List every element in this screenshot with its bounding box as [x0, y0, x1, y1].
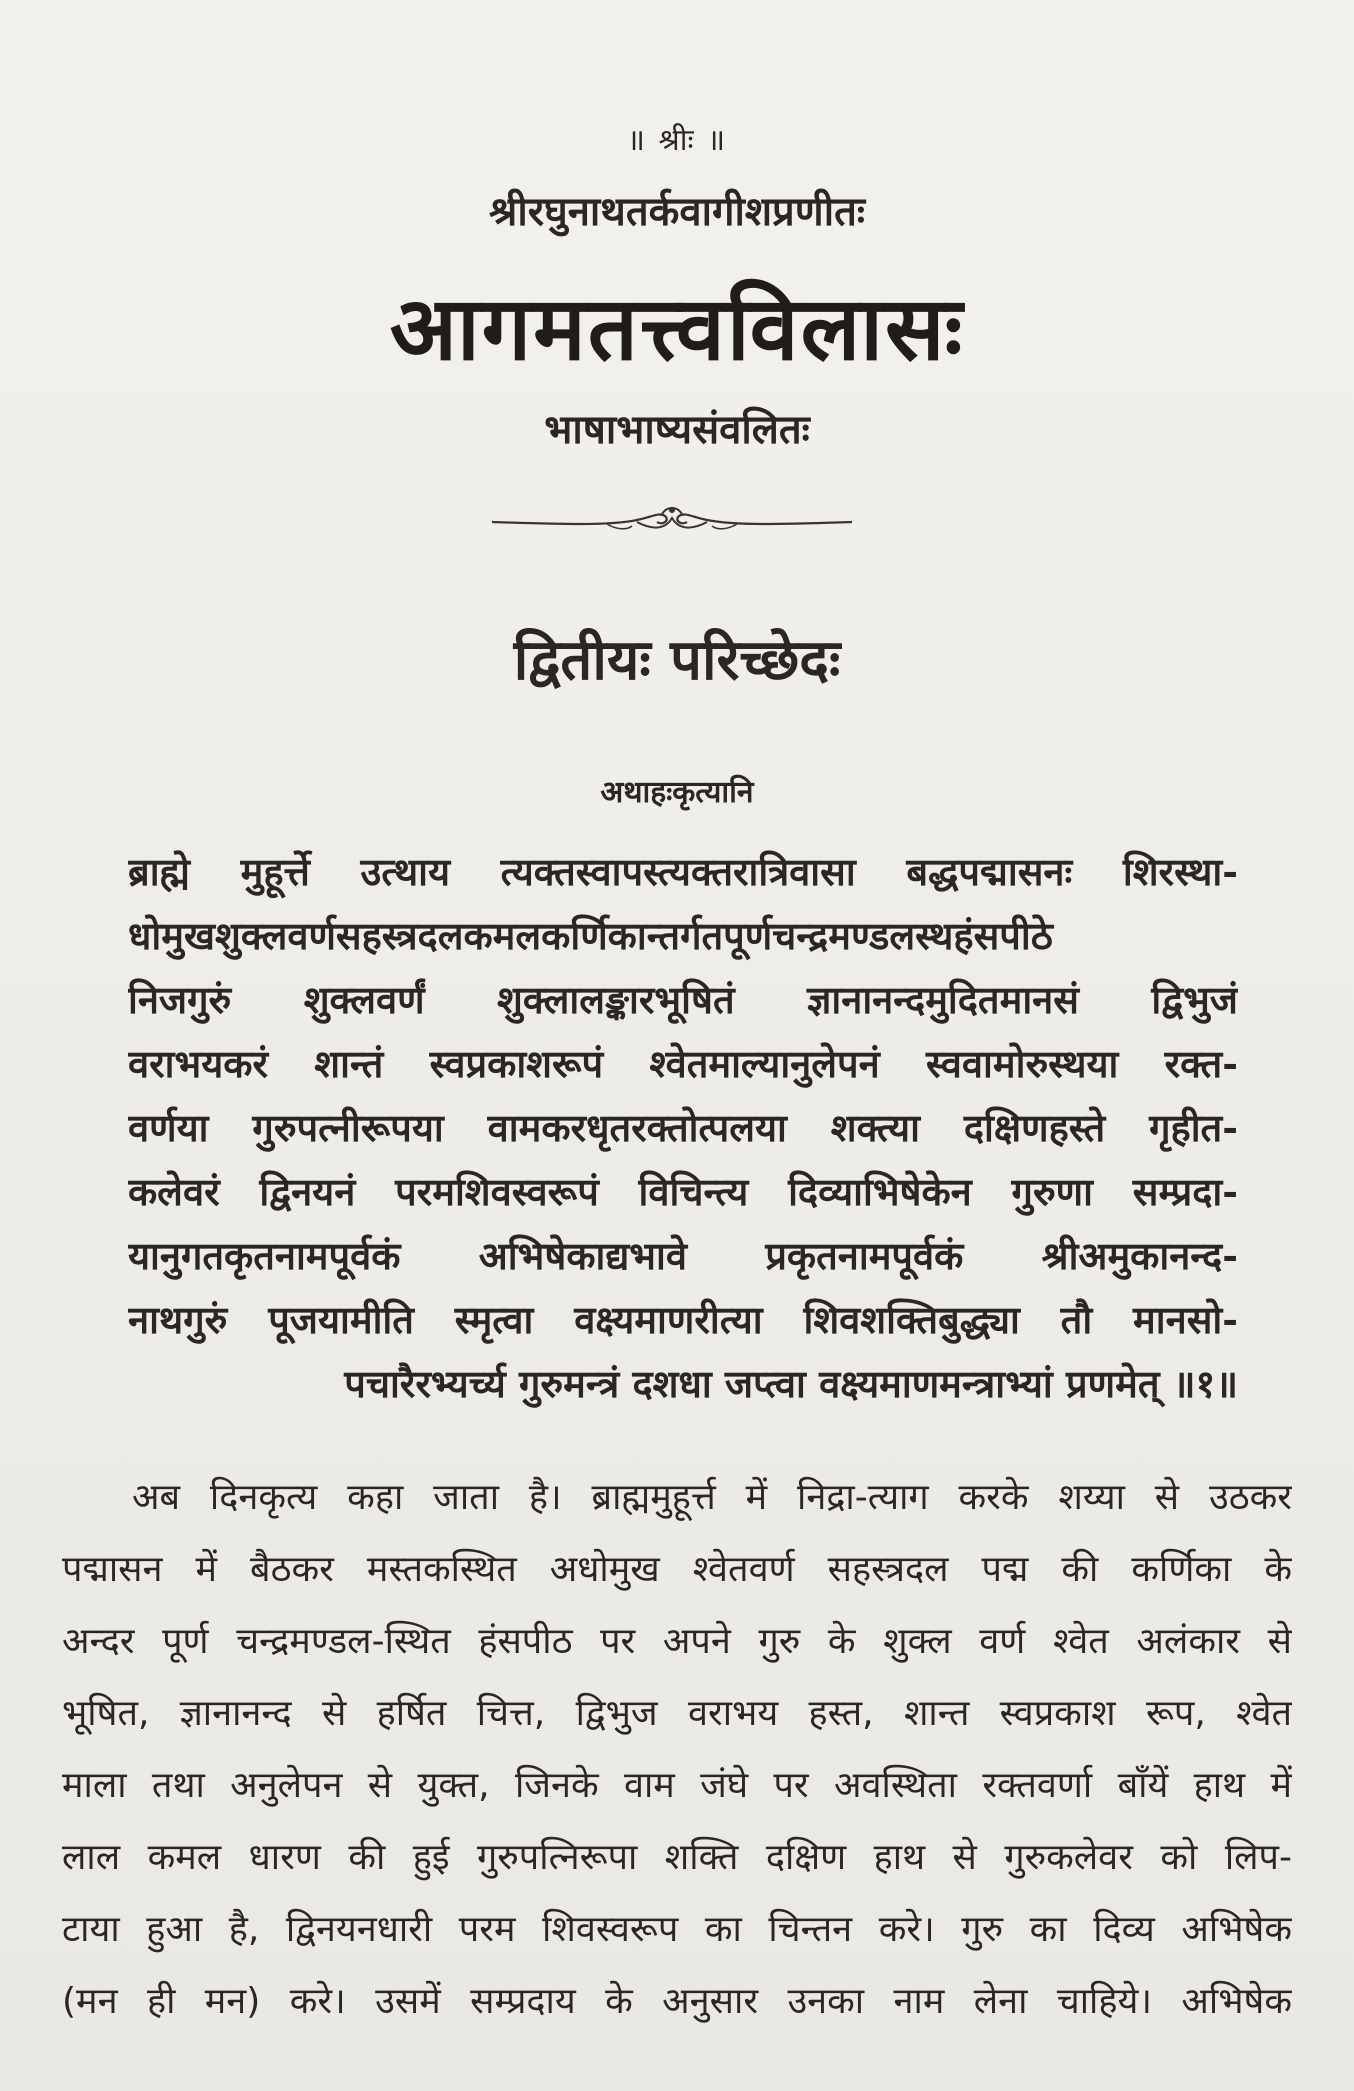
verse-line: वराभयकरं शान्तं स्वप्रकाशरूपं श्वेतमाल्यानुलेपनं स्ववामोरुस्थया रक्त- [128, 1041, 1238, 1086]
commentary-line: भूषित, ज्ञानानन्द से हर्षित चित्त, द्विभुज वराभय हस्त, शान्त स्वप्रकाश रूप, श्वेत [62, 1693, 1292, 1734]
author-line: श्रीरघुनाथतर्कवागीशप्रणीतः [489, 188, 865, 235]
verse-line: नाथगुरुं पूजयामीति स्मृत्वा वक्ष्यमाणरीत्या शिवशक्तिबुद्ध्या तौ मानसो- [128, 1297, 1238, 1342]
sanskrit-verse [128, 840, 1238, 1416]
commentary-line: (मन ही मन) करे। उसमें सम्प्रदाय के अनुसार उनका नाम लेना चाहिये। अभिषेक [62, 1981, 1292, 2022]
ornament-divider-icon [487, 500, 857, 540]
book-subtitle: भाषाभाष्यसंवलितः [544, 406, 810, 453]
verse-line: धोमुखशुक्लवर्णसहस्त्रदलकमलकर्णिकान्तर्गतपूर्णचन्द्रमण्डलस्थहंसपीठे [128, 913, 1053, 958]
commentary-line: माला तथा अनुलेपन से युक्त, जिनके वाम जंघे पर अवस्थिता रक्तवर्णा बाँयें हाथ में [62, 1765, 1292, 1806]
verse-line: वर्णया गुरुपत्नीरूपया वामकरधृतरक्तोत्पलया शक्त्या दक्षिणहस्ते गृहीत- [128, 1105, 1238, 1150]
commentary-line: अब दिनकृत्य कहा जाता है। ब्राह्ममुहूर्त्त में निद्रा-त्याग करके शय्या से उठकर [132, 1477, 1292, 1518]
verse-line: कलेवरं द्विनयनं परमशिवस्वरूपं विचिन्त्य दिव्याभिषेकेन गुरुणा सम्प्रदा- [128, 1169, 1238, 1214]
hindi-commentary [62, 1462, 1292, 2038]
invocation: ॥ श्रीः ॥ [626, 123, 728, 158]
verse-line: ब्राह्मे मुहूर्त्ते उत्थाय त्यक्तस्वापस्त्यक्तरात्रिवासा बद्धपद्मासनः शिरस्था- [128, 849, 1238, 894]
commentary-line: टाया हुआ है, द्विनयनधारी परम शिवस्वरूप का चिन्तन करे। गुरु का दिव्य अभिषेक [62, 1909, 1292, 1950]
chapter-intro: अथाहःकृत्यानि [600, 775, 754, 810]
verse-line: यानुगतकृतनामपूर्वकं अभिषेकाद्यभावे प्रकृतनामपूर्वकं श्रीअमुकानन्द- [128, 1233, 1238, 1278]
commentary-line: अन्दर पूर्ण चन्द्रमण्डल-स्थित हंसपीठ पर अपने गुरु के शुक्ल वर्ण श्वेत अलंकार से [62, 1621, 1292, 1662]
chapter-title: द्वितीयः परिच्छेदः [513, 627, 841, 693]
commentary-line: लाल कमल धारण की हुई गुरुपत्निरूपा शक्ति दक्षिण हाथ से गुरुकलेवर को लिप- [62, 1837, 1292, 1878]
verse-line: पचारैरभ्यर्च्य गुरुमन्त्रं दशधा जप्त्वा वक्ष्यमाणमन्त्राभ्यां प्रणमेत् ॥१॥ [344, 1361, 1238, 1406]
book-title: आगमतत्त्वविलासः [389, 276, 965, 380]
commentary-line: पद्मासन में बैठकर मस्तकस्थित अधोमुख श्वेतवर्ण सहस्त्रदल पद्म की कर्णिका के [62, 1549, 1292, 1590]
verse-line: निजगुरुं शुक्लवर्णं शुक्लालङ्कारभूषितं ज्ञानानन्दमुदितमानसं द्विभुजं [128, 977, 1238, 1022]
